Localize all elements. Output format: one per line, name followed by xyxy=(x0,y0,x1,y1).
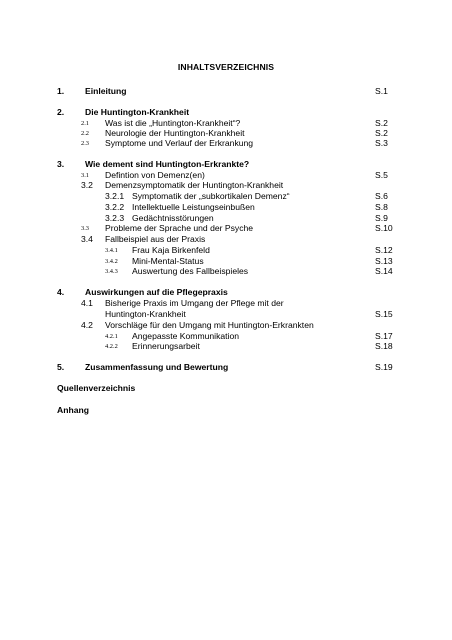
toc-number: 3.1 xyxy=(81,172,89,179)
toc-chapter-2 xyxy=(0,107,452,118)
toc-subsection-3-4-1 xyxy=(0,245,452,256)
toc-number: 3.2 xyxy=(81,180,93,190)
toc-page-number: S.10 xyxy=(375,223,393,233)
toc-subsection-3-2-2 xyxy=(0,202,452,213)
toc-number: 4.1 xyxy=(81,298,93,308)
toc-section-3-4 xyxy=(0,234,452,245)
toc-page-number: S.12 xyxy=(375,245,393,255)
toc-page-number: S.9 xyxy=(375,213,388,223)
toc-chapter-3 xyxy=(0,159,452,170)
toc-text: Auswertung des Fallbeispieles xyxy=(132,266,249,276)
toc-section-4-2 xyxy=(0,320,452,331)
toc-text: Quellenverzeichnis xyxy=(57,383,136,393)
toc-text: Angepasste Kommunikation xyxy=(132,331,240,341)
toc-number: 3.2.3 xyxy=(105,213,125,223)
toc-text: Was ist die „Huntington-Krankheit“? xyxy=(105,118,241,128)
toc-text: Auswirkungen auf die Pflegepraxis xyxy=(85,287,228,297)
toc-text: Symptomatik der „subkortikalen Demenz“ xyxy=(132,191,290,201)
toc-page-number: S.14 xyxy=(375,266,393,276)
toc-text: Neurologie der Huntington-Krankheit xyxy=(105,128,245,138)
toc-text: Defintion von Demenz(en) xyxy=(105,170,205,180)
toc-text: Wie dement sind Huntington-Erkrankte? xyxy=(85,159,250,169)
toc-number: 3.2.1 xyxy=(105,191,125,201)
toc-section-3-2 xyxy=(0,180,452,191)
toc-page-number: S.2 xyxy=(375,128,388,138)
toc-text: Probleme der Sprache und der Psyche xyxy=(105,223,254,233)
toc-number: 3.4.2 xyxy=(105,258,118,265)
toc-text: Huntington-Krankheit xyxy=(105,309,186,319)
toc-text: Vorschläge für den Umgang mit Huntington-Erkrankten xyxy=(105,320,314,330)
toc-number: 3.4 xyxy=(81,234,93,244)
toc-number: 5. xyxy=(57,362,65,372)
toc-text: Fallbeispiel aus der Praxis xyxy=(105,234,206,244)
toc-text: Gedächtnisstörungen xyxy=(132,213,214,223)
toc-page-number: S.18 xyxy=(375,341,393,351)
toc-text: Demenzsymptomatik der Huntington-Krankheit xyxy=(105,180,284,190)
toc-number: 2. xyxy=(57,107,65,117)
toc-number: 4.2.1 xyxy=(105,333,118,340)
toc-number: 4.2 xyxy=(81,320,93,330)
toc-page-number: S.15 xyxy=(375,309,393,319)
toc-text: Anhang xyxy=(57,405,89,415)
toc-chapter-5 xyxy=(0,362,452,373)
toc-page-number: S.6 xyxy=(375,191,388,201)
toc-subsection-3-4-3 xyxy=(0,266,452,277)
toc-number: 3.2.2 xyxy=(105,202,125,212)
toc-text: Mini-Mental-Status xyxy=(132,256,204,266)
toc-appendix xyxy=(0,405,452,416)
toc-number: 3. xyxy=(57,159,65,169)
toc-number: 3.4.3 xyxy=(105,268,118,275)
toc-page-number: S.2 xyxy=(375,118,388,128)
toc-number: 4.2.2 xyxy=(105,343,118,350)
toc-page-number: S.19 xyxy=(375,362,393,372)
toc-page-number: S.5 xyxy=(375,170,388,180)
toc-page-number: S.17 xyxy=(375,331,393,341)
toc-number: 3.4.1 xyxy=(105,247,118,254)
toc-text: Intellektuelle Leistungseinbußen xyxy=(132,202,255,212)
toc-text: Die Huntington-Krankheit xyxy=(85,107,190,117)
toc-number: 2.3 xyxy=(81,140,89,147)
toc-page-number: S.3 xyxy=(375,138,388,148)
toc-number: 3.3 xyxy=(81,225,89,232)
toc-number: 4. xyxy=(57,287,65,297)
toc-text: Symptome und Verlauf der Erkrankung xyxy=(105,138,254,148)
toc-section-3-3 xyxy=(0,223,452,234)
toc-text: Zusammenfassung und Bewertung xyxy=(85,362,229,372)
toc-number: 2.1 xyxy=(81,120,89,127)
toc-page-number: S.13 xyxy=(375,256,393,266)
toc-number: 1. xyxy=(57,86,65,96)
toc-text: Einleitung xyxy=(85,86,127,96)
toc-section-4-1-continued xyxy=(0,309,452,320)
toc-chapter-1 xyxy=(0,86,452,97)
toc-title: INHALTSVERZEICHNIS xyxy=(177,62,275,72)
toc-page-number: S.8 xyxy=(375,202,388,212)
toc-subsection-3-2-1 xyxy=(0,191,452,202)
toc-subsection-4-2-2 xyxy=(0,341,452,352)
toc-page-number: S.1 xyxy=(375,86,388,96)
toc-text: Frau Kaja Birkenfeld xyxy=(132,245,210,255)
toc-text: Bisherige Praxis im Umgang der Pflege mit der xyxy=(105,298,284,308)
toc-text: Erinnerungsarbeit xyxy=(132,341,200,351)
toc-chapter-4 xyxy=(0,287,452,298)
toc-bibliography xyxy=(0,383,452,394)
toc-section-4-1 xyxy=(0,298,452,309)
toc-number: 2.2 xyxy=(81,130,89,137)
toc-section-2-3 xyxy=(0,138,452,149)
